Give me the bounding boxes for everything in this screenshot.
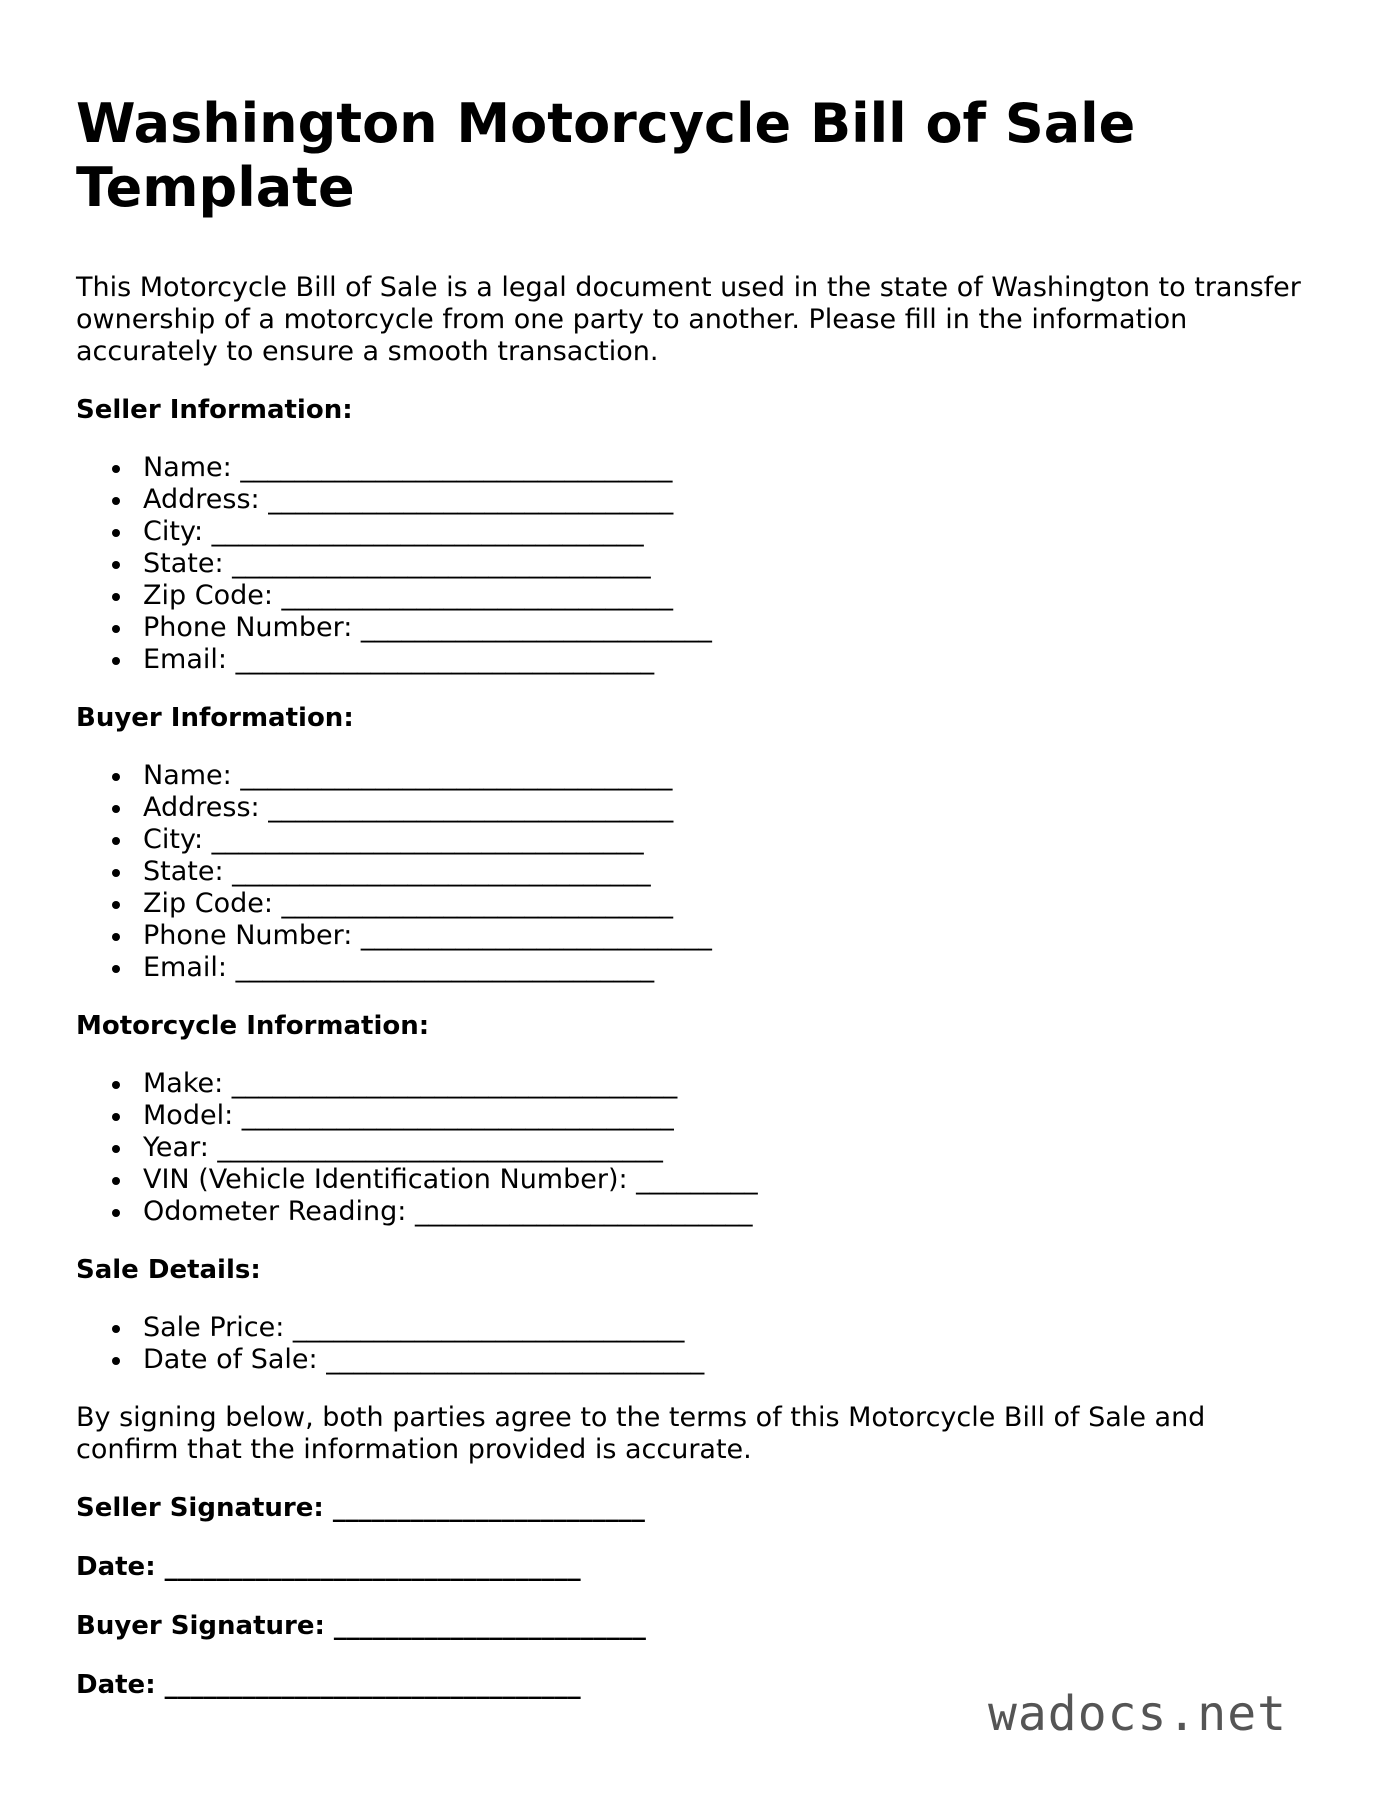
- sale-fields-list: [76, 1312, 1316, 1376]
- buyer-zip-field: Zip Code: _____________________________: [143, 888, 1316, 920]
- buyer-email-field: Email: _______________________________: [143, 952, 1316, 984]
- sale-price-field: Sale Price: _____________________________: [143, 1312, 1316, 1344]
- seller-signature-line: Seller Signature: ________________________: [76, 1493, 645, 1523]
- buyer-date-line: Date: ________________________________: [76, 1670, 581, 1700]
- site-watermark: wadocs.net: [988, 1686, 1287, 1742]
- seller-date-line: Date: ________________________________: [76, 1552, 581, 1582]
- seller-email-field: Email: _______________________________: [143, 644, 1316, 676]
- motorcycle-make-field: Make: _________________________________: [143, 1068, 1316, 1100]
- buyer-city-field: City: ________________________________: [143, 824, 1316, 856]
- seller-phone-field: Phone Number: __________________________: [143, 612, 1316, 644]
- buyer-phone-field: Phone Number: __________________________: [143, 920, 1316, 952]
- buyer-name-field: Name: ________________________________: [143, 760, 1316, 792]
- document-page: [76, 92, 1316, 1728]
- sale-date-field: Date of Sale: ____________________________: [143, 1344, 1316, 1376]
- buyer-fields-list: [76, 760, 1316, 984]
- buyer-signature-line: Buyer Signature: ________________________: [76, 1611, 646, 1641]
- buyer-section-heading: Buyer Information:: [76, 703, 354, 733]
- motorcycle-year-field: Year: _________________________________: [143, 1132, 1316, 1164]
- seller-section-heading: Seller Information:: [76, 395, 353, 425]
- motorcycle-vin-field: VIN (Vehicle Identification Number): _________: [143, 1164, 1316, 1196]
- sale-section-heading: Sale Details:: [76, 1255, 261, 1285]
- buyer-address-field: Address: ______________________________: [143, 792, 1316, 824]
- motorcycle-fields-list: [76, 1068, 1316, 1228]
- closing-paragraph: By signing below, both parties agree to the terms of this Motorcycle Bill of Sale and confirm that the information provided is accurate.: [76, 1402, 1206, 1465]
- seller-address-field: Address: ______________________________: [143, 484, 1316, 516]
- motorcycle-odometer-field: Odometer Reading: _________________________: [143, 1196, 1316, 1228]
- page-title: Washington Motorcycle Bill of Sale Template: [76, 92, 1136, 219]
- motorcycle-section-heading: Motorcycle Information:: [76, 1011, 430, 1041]
- seller-state-field: State: _______________________________: [143, 548, 1316, 580]
- buyer-state-field: State: _______________________________: [143, 856, 1316, 888]
- seller-zip-field: Zip Code: _____________________________: [143, 580, 1316, 612]
- motorcycle-model-field: Model: ________________________________: [143, 1100, 1316, 1132]
- seller-name-field: Name: ________________________________: [143, 452, 1316, 484]
- intro-paragraph: This Motorcycle Bill of Sale is a legal document used in the state of Washington to transfer ownership of a motorcycle from one party to another. Please fill in the information accurately to ensure a smooth transaction.: [76, 272, 1301, 367]
- seller-city-field: City: ________________________________: [143, 516, 1316, 548]
- seller-fields-list: [76, 452, 1316, 676]
